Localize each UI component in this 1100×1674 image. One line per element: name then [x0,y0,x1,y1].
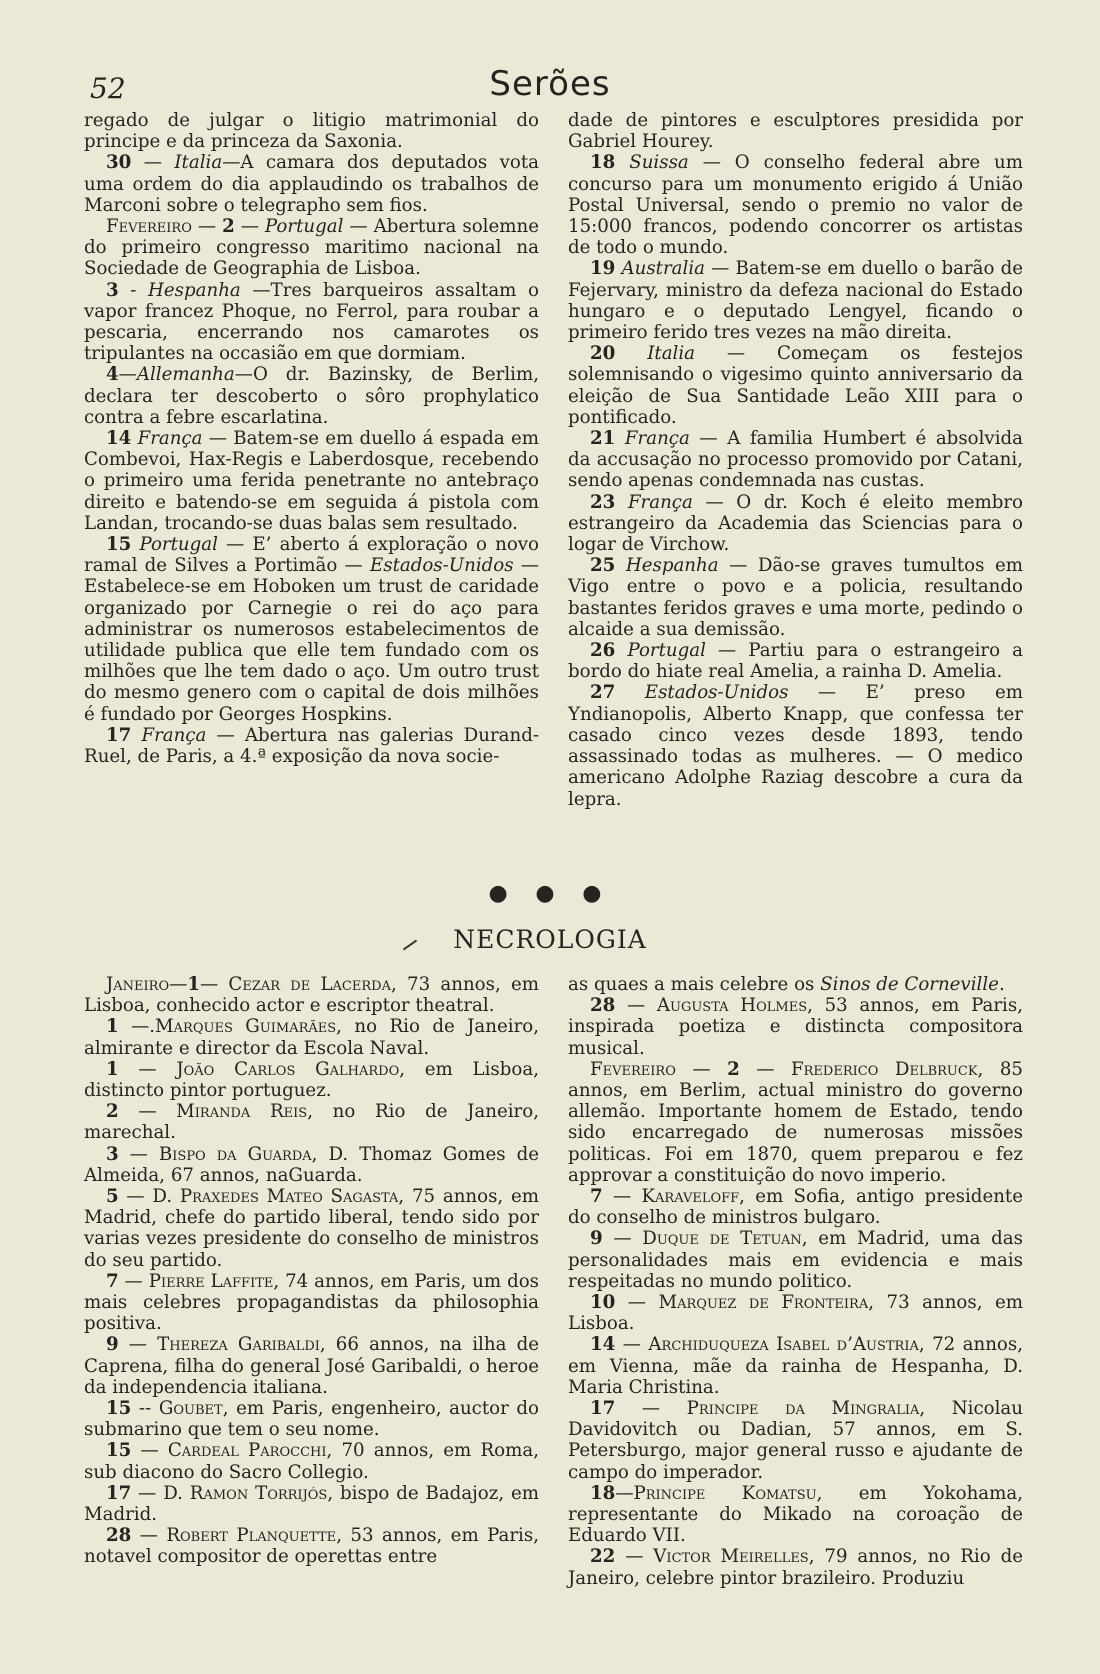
entry-day: 10 [590,1292,616,1314]
entry-text: — Abertura nas galerias Durand-Ruel, de Paris, a 4.ª exposição da nova socie- [84,724,539,768]
obituary-entry [568,1059,1023,1186]
entry-person-name: Principe Komatsu [633,1482,817,1504]
entry-day: 9 [590,1228,603,1250]
entry-separator: — [615,1482,634,1504]
entry-text: — O dr. Koch é eleito membro estrangeiro da Academia das Sciencias para o logar de Virchow. [568,491,1023,556]
obituary-entry [84,1059,539,1101]
chronicle-entry [568,343,1023,428]
entry-month: Janeiro [106,974,170,995]
entry-separator [615,640,627,661]
entry-day: 17 [106,1482,132,1504]
obituary-entry [568,1292,1023,1334]
entry-place: Estados-Unidos [369,555,514,577]
entry-place: Portugal [264,216,344,238]
entry-day: 23 [590,491,616,513]
chronicle-entry [84,152,539,216]
entry-separator: — [739,1058,792,1080]
entry-text: , 53 annos, em Paris, notavel compositor de operettas entre [84,1525,539,1568]
entry-place: Portugal [139,534,218,556]
obituary-entry [84,974,539,1016]
entry-person-name: Marquez de Fronteira [658,1292,869,1314]
entry-separator: — [602,1186,642,1208]
entry-separator [615,492,628,513]
entry-separator: — [118,1186,153,1208]
entry-separator: — [131,1482,164,1504]
entry-day: 26 [590,640,616,662]
entry-day: 21 [590,428,616,450]
entry-text: — Batem-se em duello o barão de Fejervary, ministro da defeza nacional do Estado hungaro e o deputado Lengyel, ficando o primeiro ferido tres vezes na mão direita. [568,258,1023,344]
entry-separator: — [131,1440,168,1462]
entry-day: 28 [106,1525,132,1547]
page-number: 52 [90,72,126,105]
entry-day: 28 [590,995,616,1017]
entry-place: Suissa [629,152,689,174]
obituary-entry [568,1228,1023,1292]
obituary-entry [568,1546,1023,1588]
entry-day: 1 [187,974,200,995]
entry-person-name: Augusta Holmes [656,995,808,1017]
entry-separator: — [615,1334,649,1356]
entry-person-name: Cezar de Lacerda [228,974,391,995]
page-title: Serões [489,64,611,104]
entry-text: — E’ aberto á exploração o novo ramal de Silves a Portimão — [84,534,539,577]
entry-day: 17 [590,1398,616,1420]
entry-separator [615,428,625,449]
entry-text: , 85 annos, em Berlim, actual ministro do governo allemão. Importante homem de Estado, tendo sido encarregado de numerosas missões politicas. Foi em 1870, quem preparou e fez approvar a constituição do novo imperio. [568,1058,1023,1186]
entry-separator: — [118,1334,158,1356]
obituary-column-right [568,974,1023,1589]
entry-separator: — [118,364,137,386]
entry-place: França [627,491,693,513]
chronicle-entry [84,280,539,365]
obituary-entry [84,1398,539,1440]
entry-text: regado de julgar o litigio matrimonial do principe e da princeza da Saxonia. [84,110,539,153]
entry-work-title: Sinos de Corneville [820,974,999,995]
entry-text: , 70 annos, em Roma, sub diacono do Sacro Collegio. [84,1440,539,1483]
entry-separator: — [615,1292,659,1314]
entry-day: 17 [106,724,132,746]
chronicle-entry [568,258,1023,343]
entry-separator: — [615,1398,687,1420]
entry-person-name: Principe da Mingralia [686,1398,920,1420]
entry-text: , 66 annos, na ilha de Caprena, filha do general José Garibaldi, o heroe da independencia italiana. [84,1334,539,1398]
entry-month: Fevereiro [590,1058,676,1080]
entry-text: —O dr. Bazinsky, de Berlim, declara ter descoberto o sôro prophylatico contra a febre escarlatina. [84,364,539,428]
entry-person-name: Duque de Tetuan [642,1228,802,1250]
entry-text: , em Yokohama, representante do Mikado na coroação de Eduardo VII. [568,1482,1023,1547]
entry-text: — E’ preso em Yndianopolis, Alberto Knapp, que confessa ter casado cinco vezes desde 1893, tendo assassinado todas as mulheres. — O medico americano Adolphe Raziag descobre a cura da lepra. [568,682,1023,810]
entry-text: —A camara dos deputados vota uma ordem do dia applaudindo os trabalhos de Marconi sobre o telegrapho sem fios. [84,152,539,216]
entry-place: Allemanha [136,364,235,386]
obituary-entry [84,1525,539,1567]
chronicle-column-left [84,110,539,767]
entry-separator: — [615,995,657,1017]
obituary-entry [84,1483,539,1525]
entry-day: 5 [106,1186,119,1208]
entry-day: 27 [590,682,616,704]
entry-text: , D. Thomaz Gomes de Almeida, 67 annos, naGuarda. [84,1143,539,1186]
entry-separator: — [191,216,223,238]
entry-text: , bispo de Badajoz, em Madrid. [84,1482,539,1526]
entry-text: . [998,974,1005,995]
entry-text: , 75 annos, em Madrid, chefe do partido liberal, tendo sido por varias vezes presidente do conselho de ministros do seu partido. [84,1186,539,1271]
entry-day: 1 [106,1016,119,1038]
entry-day: 4 [106,364,119,386]
obituary-entry [84,1186,539,1271]
entry-separator: — [118,1143,159,1165]
entry-day: 3 [106,1143,119,1165]
obituary-entry [84,1101,539,1143]
entry-separator: — [675,1058,728,1080]
entry-text: , em Sofia, antigo presidente do conselho de ministros bulgaro. [568,1186,1023,1229]
entry-text: —Tres barqueiros assaltam o vapor francez Phoque, no Ferrol, para roubar a pescaria, encerrando nos camarotes os tripulantes na occasião em que dormiam. [84,279,539,365]
entry-day: 19 [590,258,616,280]
obituary-entry [84,1271,539,1335]
obituary-entry [84,1334,539,1398]
entry-place: Estados-Unidos [644,682,789,704]
entry-day: 7 [106,1270,119,1292]
entry-place: Italia [647,343,696,365]
entry-text: — A familia Humbert é absolvida da accusação no processo promovido por Catani, sendo apenas condemnada nas custas. [568,428,1023,492]
chronicle-entry [568,492,1023,556]
obituary-entry [568,995,1023,1059]
entry-person-name: Marques Guimarães [155,1016,337,1038]
entry-text: dade de pintores e esculptores presidida por Gabriel Hourey. [568,110,1023,153]
entry-day: 15 [106,534,132,556]
chronicle-entry [84,216,539,280]
entry-person-name: Frederico Delbruck [791,1058,978,1080]
chronicle-entry [84,364,539,428]
obituary-entry [568,1186,1023,1228]
chronicle-entry [568,428,1023,492]
entry-month: Fevereiro [106,216,192,238]
entry-text: — Batem-se em duello á espada em Combevoi, Hax-Regis e Laberdosque, recebendo o primeiro uma ferida penetrante no antebraço direito e batendo-se em seguida á pistola com Landan, trocando-se duas balas sem resultado. [84,428,539,534]
entry-text: , Nicolau Davidovitch ou Dadian, 57 annos, em S. Petersburgo, major general russo e ajudante de campo do imperador. [568,1398,1023,1483]
entry-text: , 53 annos, em Paris, inspirada poetiza e distincta compositora musical. [568,995,1023,1059]
entry-day: 14 [590,1334,616,1356]
entry-person-name: Victor Meirelles [653,1546,809,1568]
obituary-entry [568,1483,1023,1547]
entry-text: — Estabelece-se em Hoboken um trust de caridade organizado por Carnegie o rei do aço para administrar os numerosos estabelecimentos de utilidade publica que elle tem fundado com os milhões que lhe tem dado o aço. Um outro trust do mesmo genero com o capital de dois milhões é fundado por Georges Hospkins. [84,555,539,725]
entry-separator: — [118,1270,149,1292]
chronicle-entry [84,110,539,152]
chronicle-entry [84,534,539,725]
entry-text: — Dão-se graves tumultos em Vigo entre o povo e a policia, resultando bastantes feridos graves e uma morte, pedindo o alcaide a sua demissão. [568,555,1023,640]
entry-day: 18 [590,1482,616,1504]
entry-text: , em Madrid, uma das personalidades mais em evidencia e mais respeitadas no mundo politico. [568,1228,1023,1292]
obituary-entry [84,1016,539,1058]
section-title-necrologia: NECROLOGIA [453,925,647,954]
entry-day: 2 [106,1101,119,1123]
entry-text: as quaes a mais celebre os [568,974,821,995]
entry-separator: — [602,1228,643,1250]
chronicle-entry [84,725,539,767]
entry-place: França [141,724,207,746]
entry-person-name: Robert Planquette [166,1525,337,1547]
entry-person-name: Cardeal Parocchi [167,1440,327,1462]
obituary-entry [568,1398,1023,1483]
chronicle-column-right [568,110,1023,810]
entry-day: 25 [590,555,616,577]
entry-text: — Começam os festejos solemnisando o vigesimo quinto anniversario da eleição de Sua Santidade Leão XIII para o pontificado. [568,343,1023,428]
entry-person-name: Pierre Laffite [148,1270,274,1292]
entry-separator: — [131,1525,167,1547]
entry-separator: — [118,1058,177,1080]
entry-day: 3 [106,279,119,301]
entry-separator: — [234,216,265,238]
entry-person-name: Goubet [158,1398,223,1420]
chronicle-entry [568,555,1023,640]
entry-place: Portugal [627,640,706,662]
chronicle-entry [84,428,539,534]
chronicle-entry [568,640,1023,682]
entry-separator: — [199,974,229,995]
entry-person-name: D. Praxedes Mateo Sagasta [152,1186,399,1208]
entry-place: Hespanha [148,279,241,301]
entry-day: 2 [727,1058,740,1080]
entry-place: Hespanha [625,555,719,577]
entry-separator [615,682,644,703]
entry-day: 1 [106,1058,119,1080]
entry-separator: -- [131,1398,159,1420]
entry-person-name: Archiduqueza Isabel d’Austria [648,1334,919,1356]
chronicle-entry [568,110,1023,152]
entry-text: , 72 annos, em Vienna, mãe da rainha de Hespanha, D. Maria Christina. [568,1334,1023,1398]
entry-day: 7 [590,1186,603,1208]
entry-separator [131,725,141,746]
entry-text: , 79 annos, no Rio de Janeiro, celebre pintor brazileiro. Produziu [568,1546,1023,1589]
entry-text: — O conselho federal abre um concurso para um monumento erigido á União Postal Universal, sendo o premio no valor de 15:000 francos, podendo concorrer os artistas de todo o mundo. [568,152,1023,259]
entry-person-name: Bispo da Guarda [158,1143,312,1165]
chronicle-entry [568,152,1023,258]
chronicle-entry [568,682,1023,809]
entry-separator [615,343,647,364]
entry-place: França [137,428,203,450]
entry-text: , em Lisboa, distincto pintor portuguez. [84,1058,539,1102]
entry-separator: —. [118,1016,156,1038]
obituary-entry [568,974,1023,995]
entry-person-name: João Carlos Galhardo [176,1058,400,1080]
obituary-entry [84,1440,539,1482]
entry-day: 15 [106,1440,132,1462]
entry-person-name: Thereza Garibaldi [157,1334,320,1356]
entry-place: Australia [621,258,705,280]
entry-text: — Partiu para o estrangeiro a bordo do hiate real Amelia, a rainha D. Amelia. [568,640,1023,683]
entry-day: 15 [106,1398,132,1420]
entry-day: 22 [590,1546,616,1568]
entry-text: , em Paris, engenheiro, auctor do submarino que tem o seu nome. [84,1398,539,1441]
entry-text: — Abertura solemne do primeiro congresso maritimo nacional na Sociedade de Geographia de Lisboa. [84,216,539,280]
entry-day: 20 [590,343,616,365]
entry-day: 2 [222,216,235,238]
entry-text: , no Rio de Janeiro, marechal. [84,1101,539,1144]
obituary-column-left [84,974,539,1568]
entry-separator: — [131,152,175,174]
entry-day: 14 [106,428,132,450]
entry-separator: — [615,1546,654,1568]
section-divider: ● ● ● [488,880,612,906]
entry-place: França [624,428,690,450]
entry-day: 9 [106,1334,119,1356]
entry-separator [615,555,626,576]
entry-day: 18 [590,152,616,174]
entry-separator: - [118,279,149,301]
entry-text: , 73 annos, em Lisboa. [568,1292,1023,1335]
entry-text: , 73 annos, em Lisboa, conhecido actor e escriptor theatral. [84,974,539,1017]
entry-text: , no Rio de Janeiro, almirante e director da Escola Naval. [84,1016,539,1059]
entry-separator: — [169,974,188,995]
entry-day: 30 [106,152,132,174]
obituary-entry [568,1334,1023,1398]
entry-person-name: D. Ramon Torrijós [163,1482,328,1504]
entry-separator [615,152,629,173]
entry-person-name: Karaveloff [641,1186,740,1208]
entry-separator: — [118,1101,177,1123]
entry-text: , 74 annos, em Paris, um dos mais celebres propagandistas da philosophia positiva. [84,1270,539,1335]
obituary-entry [84,1144,539,1186]
entry-person-name: Miranda Reis [176,1101,308,1123]
entry-place: Italia [174,152,223,174]
